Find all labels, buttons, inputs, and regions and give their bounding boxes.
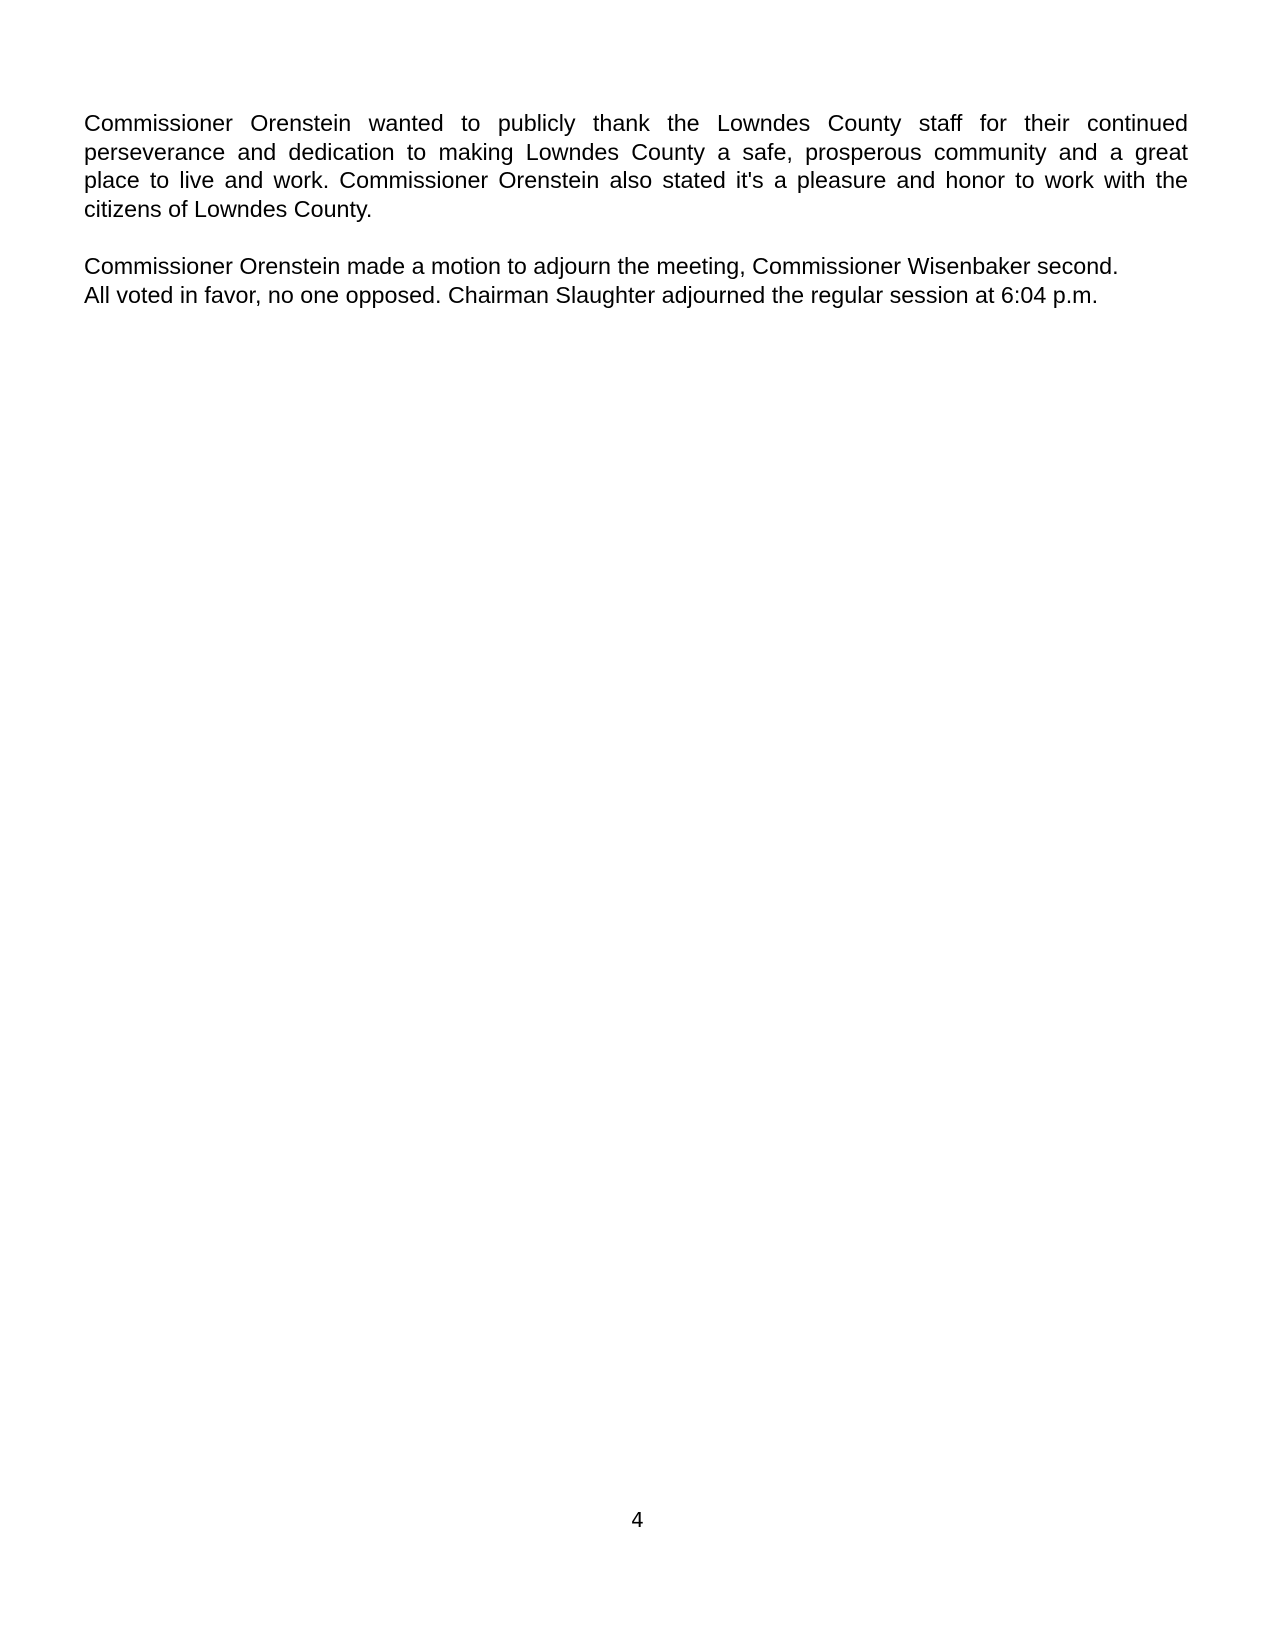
paragraph-line: Commissioner Orenstein made a motion to adjourn the meeting, Commissioner Wisenbaker second. — [84, 252, 1119, 279]
paragraph-staff-thanks — [84, 109, 1188, 223]
paragraph-adjournment — [84, 252, 1188, 309]
paragraph-line: Commissioner Orenstein wanted to publicly thank the Lowndes County staff for their continued — [84, 110, 1188, 136]
paragraph-line: perseverance and dedication to making Lowndes County a safe, prosperous community and a great — [84, 138, 1188, 165]
paragraph-line: citizens of Lowndes County. — [84, 195, 373, 222]
document-body — [84, 109, 1188, 309]
paragraph-line: place to live and work. Commissioner Orenstein also stated it's a pleasure and honor to work with the — [84, 167, 1188, 194]
page-number: 4 — [631, 1508, 644, 1532]
paragraph-line: All voted in favor, no one opposed. Chairman Slaughter adjourned the regular session at 6:04 p.m. — [84, 281, 1099, 308]
